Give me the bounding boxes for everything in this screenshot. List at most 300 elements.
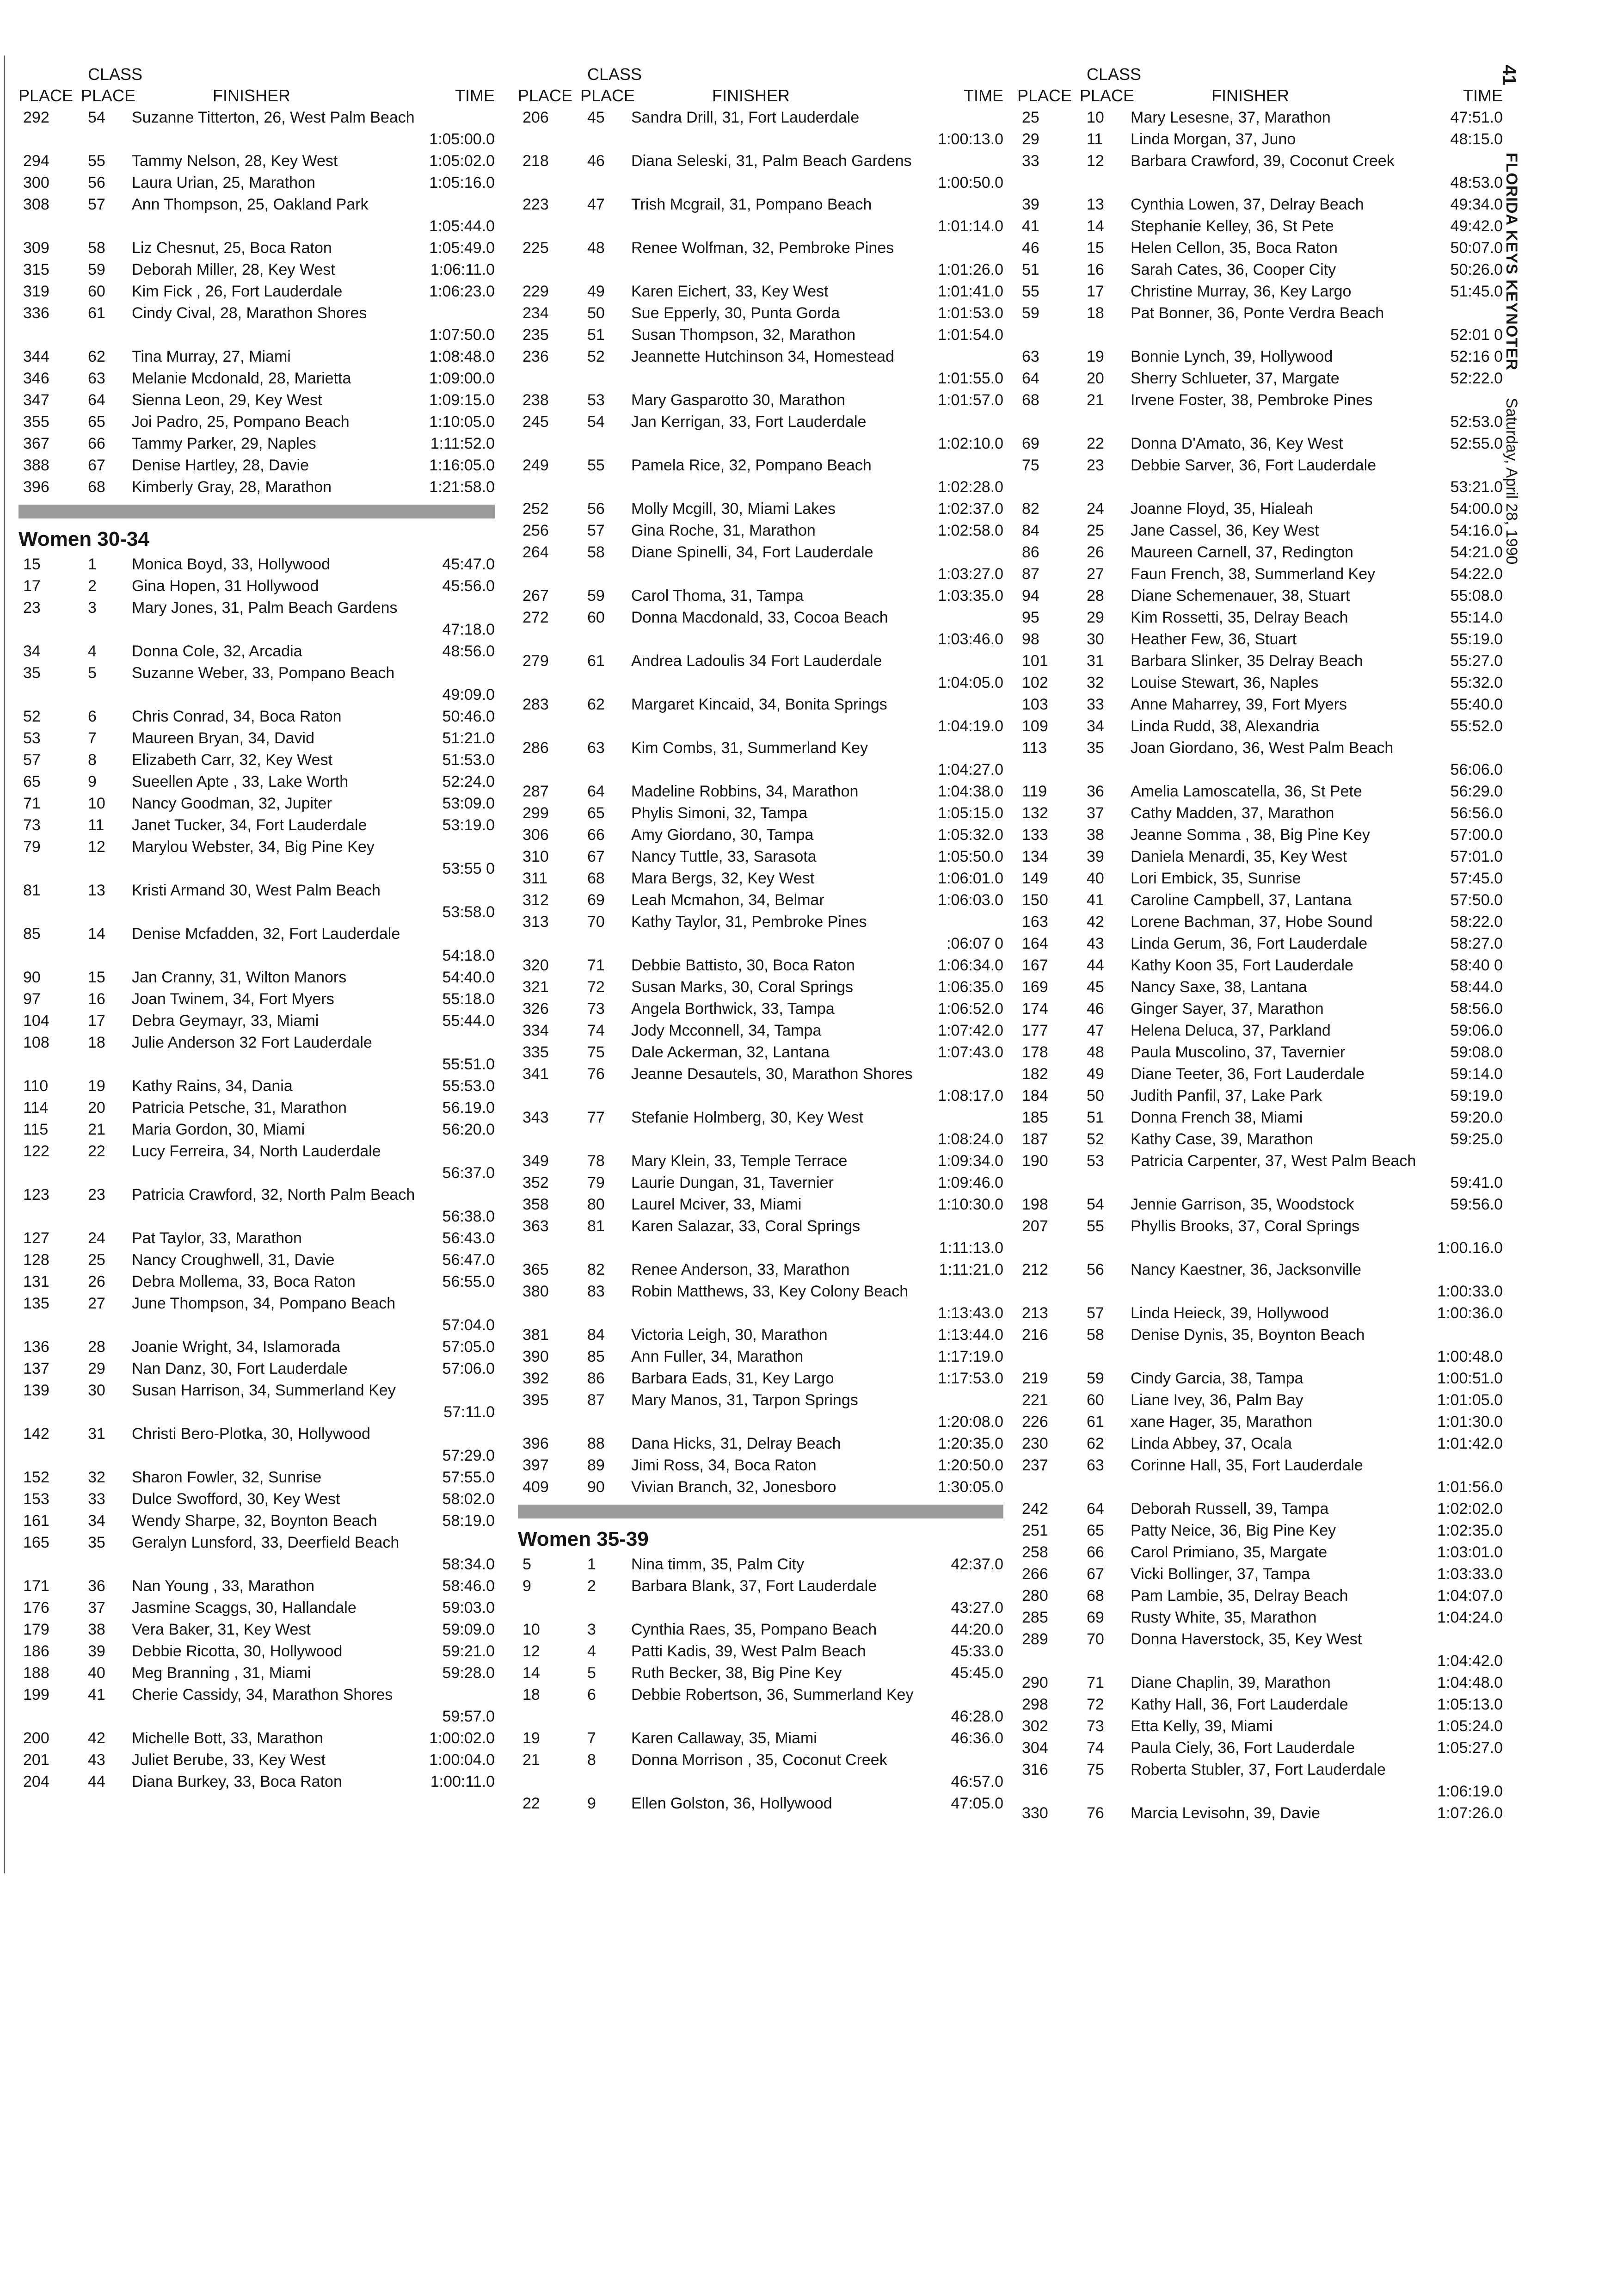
- finisher-name: Carol Thoma, 31, Tampa: [631, 587, 804, 605]
- finisher-name: Daniela Menardi, 35, Key West: [1131, 848, 1347, 865]
- finish-time: 1:20:50.0: [938, 1457, 1003, 1474]
- class-place: 7: [88, 729, 97, 747]
- column-header: [518, 65, 1003, 109]
- finisher-name: Joan Twinem, 34, Fort Myers: [132, 990, 334, 1008]
- finish-time: 1:05:49.0: [429, 239, 495, 257]
- overall-place: 272: [523, 609, 549, 626]
- result-row: [18, 283, 495, 304]
- finisher-name: Nan Young , 33, Marathon: [132, 1577, 315, 1595]
- result-row: [1017, 522, 1503, 543]
- result-row: [518, 413, 1003, 435]
- result-row: [518, 348, 1003, 370]
- result-row: [18, 457, 495, 478]
- time-continuation-line: [518, 630, 1003, 652]
- finisher-name: Nancy Saxe, 38, Lantana: [1131, 978, 1307, 996]
- overall-place: 179: [23, 1621, 49, 1638]
- finisher-name: Nan Danz, 30, Fort Lauderdale: [132, 1360, 348, 1377]
- finish-time: 1:00:33.0: [1437, 1283, 1503, 1300]
- overall-place: 304: [1022, 1739, 1048, 1757]
- result-row: [518, 304, 1003, 326]
- overall-place: 103: [1022, 696, 1048, 713]
- finish-time: 1:02:35.0: [1437, 1522, 1503, 1539]
- finisher-name: Liz Chesnut, 25, Boca Raton: [132, 239, 332, 257]
- class-place: 60: [1087, 1391, 1104, 1409]
- finisher-name: Linda Abbey, 37, Ocala: [1131, 1435, 1292, 1452]
- finisher-name: Stefanie Holmberg, 30, Key West: [631, 1109, 864, 1126]
- time-continuation-line: [1017, 478, 1503, 500]
- overall-place: 395: [523, 1391, 549, 1409]
- class-place: 39: [88, 1642, 105, 1660]
- finish-time: 1:20:08.0: [938, 1413, 1003, 1431]
- finisher-name: Paula Muscolino, 37, Tavernier: [1131, 1043, 1346, 1061]
- result-row: [1017, 1043, 1503, 1065]
- finish-time: 1:00.16.0: [1437, 1239, 1503, 1257]
- result-row: [18, 729, 495, 751]
- result-row: [18, 642, 495, 664]
- overall-place: 234: [523, 304, 549, 322]
- result-row: [18, 555, 495, 577]
- finish-time: 1:01:26.0: [938, 261, 1003, 278]
- time-continuation-line: [1017, 1283, 1503, 1304]
- result-row: [518, 1022, 1003, 1043]
- finisher-name: Nancy Goodman, 32, Jupiter: [132, 795, 332, 812]
- class-place: 47: [1087, 1022, 1104, 1039]
- overall-place: 311: [523, 870, 548, 887]
- finisher-name: Melanie Mcdonald, 28, Marietta: [132, 370, 351, 387]
- overall-place: 5: [523, 1555, 531, 1573]
- overall-place: 188: [23, 1664, 49, 1682]
- finish-time: 58:22.0: [1450, 913, 1503, 931]
- result-row: [1017, 457, 1503, 478]
- finisher-name: Renee Anderson, 33, Marathon: [631, 1261, 850, 1278]
- result-row: [1017, 1109, 1503, 1130]
- finisher-name: Etta Kelly, 39, Miami: [1131, 1717, 1273, 1735]
- result-row: [518, 522, 1003, 543]
- time-continuation-line: [518, 761, 1003, 783]
- class-place: 36: [88, 1577, 105, 1595]
- class-place: 8: [587, 1751, 596, 1769]
- result-row: [1017, 1804, 1503, 1826]
- result-row: [1017, 935, 1503, 957]
- finisher-name: Maureen Carnell, 37, Redington: [1131, 543, 1353, 561]
- finish-time: 50:46.0: [442, 708, 495, 725]
- class-place: 16: [88, 990, 105, 1008]
- finish-time: 1:11:52.0: [430, 435, 495, 452]
- age-group-title: Women 35-39: [518, 1528, 649, 1550]
- result-row: [518, 543, 1003, 565]
- finish-time: 1:00:11.0: [430, 1773, 495, 1790]
- class-place: 5: [88, 664, 97, 682]
- finisher-name: Debra Mollema, 33, Boca Raton: [132, 1273, 356, 1290]
- class-place: 56: [88, 174, 105, 191]
- overall-place: 131: [23, 1273, 49, 1290]
- finisher-name: Barbara Slinker, 35 Delray Beach: [1131, 652, 1363, 670]
- class-place: 20: [88, 1099, 105, 1117]
- finish-time: 47:05.0: [951, 1795, 1003, 1812]
- class-place: 31: [88, 1425, 105, 1443]
- class-place: 10: [88, 795, 105, 812]
- overall-place: 139: [23, 1382, 49, 1399]
- time-continuation-line: [18, 1447, 495, 1469]
- finisher-name: Pam Lambie, 35, Delray Beach: [1131, 1587, 1348, 1605]
- result-row: [1017, 630, 1503, 652]
- finisher-name: Heather Few, 36, Stuart: [1131, 630, 1297, 648]
- result-row: [1017, 1761, 1503, 1783]
- finisher-name: Cynthia Raes, 35, Pompano Beach: [631, 1621, 877, 1638]
- overall-place: 150: [1022, 891, 1048, 909]
- result-row: [1017, 565, 1503, 587]
- result-row: [518, 1283, 1003, 1304]
- finisher-name: Maria Gordon, 30, Miami: [132, 1121, 305, 1138]
- result-row: [18, 1012, 495, 1034]
- results-list: [1017, 109, 1503, 1826]
- overall-place: 341: [523, 1065, 549, 1083]
- finish-time: 57:11.0: [443, 1403, 495, 1421]
- finish-time: 1:04:24.0: [1437, 1609, 1503, 1626]
- overall-place: 316: [1022, 1761, 1048, 1778]
- overall-place: 198: [1022, 1196, 1048, 1213]
- finisher-name: Debbie Robertson, 36, Summerland Key: [631, 1686, 914, 1703]
- finish-time: 1:03:27.0: [938, 565, 1003, 583]
- finisher-name: Caroline Campbell, 37, Lantana: [1131, 891, 1352, 909]
- time-continuation-line: [518, 130, 1003, 152]
- overall-place: 137: [23, 1360, 49, 1377]
- finish-time: 54:22.0: [1450, 565, 1503, 583]
- result-row: [518, 1686, 1003, 1708]
- finisher-name: Roberta Stubler, 37, Fort Lauderdale: [1131, 1761, 1386, 1778]
- overall-place: 167: [1022, 957, 1048, 974]
- finisher-name: Judith Panfil, 37, Lake Park: [1131, 1087, 1322, 1105]
- result-row: [18, 969, 495, 990]
- finish-time: 54:16.0: [1450, 522, 1503, 539]
- overall-place: 104: [23, 1012, 49, 1030]
- result-row: [18, 370, 495, 391]
- overall-place: 113: [1022, 739, 1047, 757]
- finish-time: 59:19.0: [1450, 1087, 1503, 1105]
- class-place: 55: [88, 152, 105, 170]
- time-continuation-line: [18, 130, 495, 152]
- finisher-name: Jody Mcconnell, 34, Tampa: [631, 1022, 822, 1039]
- class-place: 85: [587, 1348, 605, 1365]
- class-place: 53: [1087, 1152, 1104, 1170]
- class-place: 32: [1087, 674, 1104, 691]
- overall-place: 313: [523, 913, 549, 931]
- finisher-name: Susan Thompson, 32, Marathon: [631, 326, 856, 344]
- finish-time: 1:00:02.0: [429, 1729, 495, 1747]
- class-place: 11: [88, 816, 105, 834]
- finisher-name: Kathy Hall, 36, Fort Lauderdale: [1131, 1696, 1348, 1713]
- overall-place: 315: [23, 261, 49, 278]
- finisher-name: Patty Neice, 36, Big Pine Key: [1131, 1522, 1336, 1539]
- overall-place: 71: [23, 795, 41, 812]
- overall-place: 164: [1022, 935, 1048, 952]
- time-continuation-line: [518, 217, 1003, 239]
- overall-place: 409: [523, 1478, 549, 1496]
- finisher-name: Gina Roche, 31, Marathon: [631, 522, 816, 539]
- finisher-header: FINISHER: [1211, 86, 1290, 105]
- finish-time: 1:01:42.0: [1437, 1435, 1503, 1452]
- result-row: [1017, 543, 1503, 565]
- finisher-name: Amelia Lamoscatella, 36, St Pete: [1131, 783, 1362, 800]
- overall-place: 169: [1022, 978, 1048, 996]
- result-row: [1017, 804, 1503, 826]
- finisher-name: Mara Bergs, 32, Key West: [631, 870, 815, 887]
- finisher-name: Donna Macdonald, 33, Cocoa Beach: [631, 609, 888, 626]
- result-row: [18, 1186, 495, 1208]
- time-continuation-line: [1017, 1652, 1503, 1674]
- class-place: 67: [88, 457, 105, 474]
- result-row: [1017, 1522, 1503, 1543]
- finisher-name: Jimi Ross, 34, Boca Raton: [631, 1457, 817, 1474]
- finish-time: 1:01:14.0: [938, 217, 1003, 235]
- finish-time: 54:18.0: [442, 947, 495, 964]
- class-place: 76: [587, 1065, 605, 1083]
- class-place: 42: [1087, 913, 1104, 931]
- time-continuation-line: [518, 478, 1003, 500]
- finisher-name: Denise Hartley, 28, Davie: [132, 457, 309, 474]
- finisher-name: Donna D'Amato, 36, Key West: [1131, 435, 1343, 452]
- overall-place: 134: [1022, 848, 1048, 865]
- class-place: 71: [1087, 1674, 1104, 1691]
- result-row: [18, 1251, 495, 1273]
- result-row: [18, 816, 495, 838]
- finisher-name: Deborah Russell, 39, Tampa: [1131, 1500, 1329, 1518]
- finisher-name: Meg Branning , 31, Miami: [132, 1664, 311, 1682]
- finisher-name: Corinne Hall, 35, Fort Lauderdale: [1131, 1457, 1363, 1474]
- finish-time: 52:55.0: [1450, 435, 1503, 452]
- class-place: 68: [587, 870, 605, 887]
- finish-time: 1:06:01.0: [938, 870, 1003, 887]
- time-continuation-line: [518, 717, 1003, 739]
- class-place: 9: [587, 1795, 596, 1812]
- class-place: 87: [587, 1391, 605, 1409]
- overall-place: 190: [1022, 1152, 1048, 1170]
- overall-place: 12: [523, 1642, 540, 1660]
- result-row: [518, 1795, 1003, 1816]
- finisher-name: Donna Morrison , 35, Coconut Creek: [631, 1751, 887, 1769]
- overall-place: 199: [23, 1686, 49, 1703]
- left-margin-rule: [4, 56, 5, 1873]
- overall-place: 98: [1022, 630, 1039, 648]
- class-place: 63: [88, 370, 105, 387]
- overall-place: 177: [1022, 1022, 1048, 1039]
- result-row: [18, 1121, 495, 1142]
- overall-place: 53: [23, 729, 41, 747]
- finisher-name: Suzanne Weber, 33, Pompano Beach: [132, 664, 395, 682]
- class-place: 65: [1087, 1522, 1104, 1539]
- overall-place: 390: [523, 1348, 549, 1365]
- result-row: [518, 196, 1003, 217]
- time-header: TIME: [455, 86, 495, 105]
- result-row: [18, 304, 495, 326]
- class-place: 37: [1087, 804, 1104, 822]
- result-row: [18, 1077, 495, 1099]
- finish-time: 1:06:35.0: [938, 978, 1003, 996]
- finisher-name: Laurie Dungan, 31, Tavernier: [631, 1174, 834, 1191]
- finisher-name: Chris Conrad, 34, Boca Raton: [132, 708, 342, 725]
- result-row: [18, 1729, 495, 1751]
- age-group-title: Women 30-34: [18, 528, 149, 550]
- overall-place: 69: [1022, 435, 1039, 452]
- result-row: [518, 804, 1003, 826]
- overall-place: 298: [1022, 1696, 1048, 1713]
- finisher-name: Linda Gerum, 36, Fort Lauderdale: [1131, 935, 1368, 952]
- finish-time: 59:14.0: [1450, 1065, 1503, 1083]
- result-row: [1017, 283, 1503, 304]
- finisher-name: Suzanne Titterton, 26, West Palm Beach: [132, 109, 415, 126]
- overall-place: 39: [1022, 196, 1039, 213]
- finish-time: 57:04.0: [442, 1316, 495, 1334]
- time-continuation-line: [18, 1316, 495, 1338]
- finisher-name: Tammy Nelson, 28, Key West: [132, 152, 338, 170]
- time-continuation-line: [18, 1164, 495, 1186]
- finisher-name: Kim Rossetti, 35, Delray Beach: [1131, 609, 1348, 626]
- overall-place: 245: [523, 413, 549, 431]
- finisher-name: Laura Urian, 25, Marathon: [132, 174, 315, 191]
- finisher-name: Lucy Ferreira, 34, North Lauderdale: [132, 1142, 381, 1160]
- class-place: 69: [587, 891, 605, 909]
- overall-place: 110: [23, 1077, 49, 1095]
- overall-place: 363: [523, 1217, 549, 1235]
- result-row: [18, 478, 495, 500]
- finish-time: 45:47.0: [442, 555, 495, 573]
- overall-place: 225: [523, 239, 549, 257]
- class-place: 78: [587, 1152, 605, 1170]
- result-row: [18, 1490, 495, 1512]
- place-header: PLACE: [518, 86, 573, 105]
- class-place: 4: [88, 642, 97, 660]
- finisher-name: Helen Cellon, 35, Boca Raton: [1131, 239, 1338, 257]
- result-row: [1017, 848, 1503, 870]
- overall-place: 242: [1022, 1500, 1048, 1518]
- class-place: 70: [1087, 1630, 1104, 1648]
- overall-place: 218: [523, 152, 549, 170]
- finish-time: 44:20.0: [951, 1621, 1003, 1638]
- class-place: 33: [1087, 696, 1104, 713]
- result-row: [1017, 1022, 1503, 1043]
- class-place: 58: [88, 239, 105, 257]
- overall-place: 68: [1022, 391, 1039, 409]
- class-place: 63: [587, 739, 605, 757]
- finish-time: 1:04:19.0: [938, 717, 1003, 735]
- overall-place: 82: [1022, 500, 1039, 518]
- overall-place: 264: [523, 543, 549, 561]
- result-row: [518, 978, 1003, 1000]
- overall-place: 207: [1022, 1217, 1048, 1235]
- class-place: 61: [88, 304, 105, 322]
- finisher-name: Jan Cranny, 31, Wilton Manors: [132, 969, 347, 986]
- finisher-name: Donna French 38, Miami: [1131, 1109, 1303, 1126]
- class-place: 61: [587, 652, 605, 670]
- finish-time: 59:57.0: [442, 1708, 495, 1725]
- class-place: 59: [587, 587, 605, 605]
- class-place: 75: [587, 1043, 605, 1061]
- finish-time: 1:02:02.0: [1437, 1500, 1503, 1518]
- finish-time: 58:56.0: [1450, 1000, 1503, 1018]
- overall-place: 136: [23, 1338, 49, 1356]
- finish-time: 52:53.0: [1450, 413, 1503, 431]
- class-place: 57: [587, 522, 605, 539]
- time-continuation-line: [1017, 326, 1503, 348]
- finisher-name: Liane Ivey, 36, Palm Bay: [1131, 1391, 1303, 1409]
- finish-time: 53:19.0: [442, 816, 495, 834]
- finish-time: 55:53.0: [442, 1077, 495, 1095]
- result-row: [1017, 1087, 1503, 1109]
- finisher-name: Kathy Rains, 34, Dania: [132, 1077, 293, 1095]
- overall-place: 352: [523, 1174, 549, 1191]
- overall-place: 321: [523, 978, 549, 996]
- finish-time: 56:55.0: [442, 1273, 495, 1290]
- finisher-name: Bonnie Lynch, 39, Hollywood: [1131, 348, 1333, 365]
- result-row: [518, 1109, 1003, 1130]
- finish-time: 1:09:15.0: [429, 391, 495, 409]
- finisher-name: Kristi Armand 30, West Palm Beach: [132, 882, 381, 899]
- class-place: 66: [587, 826, 605, 844]
- finish-time: 56:43.0: [442, 1229, 495, 1247]
- finish-time: 47:18.0: [442, 621, 495, 638]
- finisher-name: Rusty White, 35, Marathon: [1131, 1609, 1317, 1626]
- finish-time: 1:09:46.0: [938, 1174, 1003, 1191]
- page-margin-rail: [1493, 65, 1530, 1637]
- finisher-name: Christine Murray, 36, Key Largo: [1131, 283, 1352, 300]
- overall-place: 123: [23, 1186, 49, 1204]
- result-row: [18, 773, 495, 795]
- class-place: 55: [1087, 1217, 1104, 1235]
- overall-place: 306: [523, 826, 549, 844]
- finisher-name: Amy Giordano, 30, Tampa: [631, 826, 814, 844]
- finish-time: 1:04:48.0: [1437, 1674, 1503, 1691]
- overall-place: 349: [523, 1152, 549, 1170]
- overall-place: 397: [523, 1457, 549, 1474]
- finish-time: 45:56.0: [442, 577, 495, 595]
- finish-time: 1:05:24.0: [1437, 1717, 1503, 1735]
- result-row: [18, 1686, 495, 1708]
- overall-place: 79: [23, 838, 41, 856]
- finish-time: 46:28.0: [951, 1708, 1003, 1725]
- overall-place: 216: [1022, 1326, 1048, 1344]
- finisher-name: Tina Murray, 27, Miami: [132, 348, 291, 365]
- class-place: 44: [88, 1773, 105, 1790]
- finish-time: 46:57.0: [951, 1773, 1003, 1790]
- overall-place: 309: [23, 239, 49, 257]
- finisher-name: Ellen Golston, 36, Hollywood: [631, 1795, 832, 1812]
- overall-place: 251: [1022, 1522, 1048, 1539]
- overall-place: 46: [1022, 239, 1039, 257]
- finish-time: 1:02:58.0: [938, 522, 1003, 539]
- class-place: 64: [88, 391, 105, 409]
- overall-place: 186: [23, 1642, 49, 1660]
- finish-time: 50:26.0: [1450, 261, 1503, 278]
- finish-time: 1:08:24.0: [938, 1130, 1003, 1148]
- result-row: [518, 283, 1003, 304]
- result-row: [18, 1338, 495, 1360]
- finish-time: 1:07:26.0: [1437, 1804, 1503, 1822]
- finish-time: 55:40.0: [1450, 696, 1503, 713]
- result-row: [1017, 304, 1503, 326]
- time-continuation-line: [1017, 1174, 1503, 1196]
- result-row: [1017, 1674, 1503, 1696]
- finisher-name: Irvene Foster, 38, Pembroke Pines: [1131, 391, 1373, 409]
- result-row: [1017, 152, 1503, 174]
- finisher-name: Trish Mcgrail, 31, Pompano Beach: [631, 196, 872, 213]
- finish-time: 53:21.0: [1450, 478, 1503, 496]
- result-row: [18, 838, 495, 860]
- results-list: [18, 109, 495, 1795]
- time-continuation-line: [18, 1708, 495, 1729]
- time-continuation-line: [518, 261, 1003, 283]
- class-place: 56: [587, 500, 605, 518]
- class-place: 58: [587, 543, 605, 561]
